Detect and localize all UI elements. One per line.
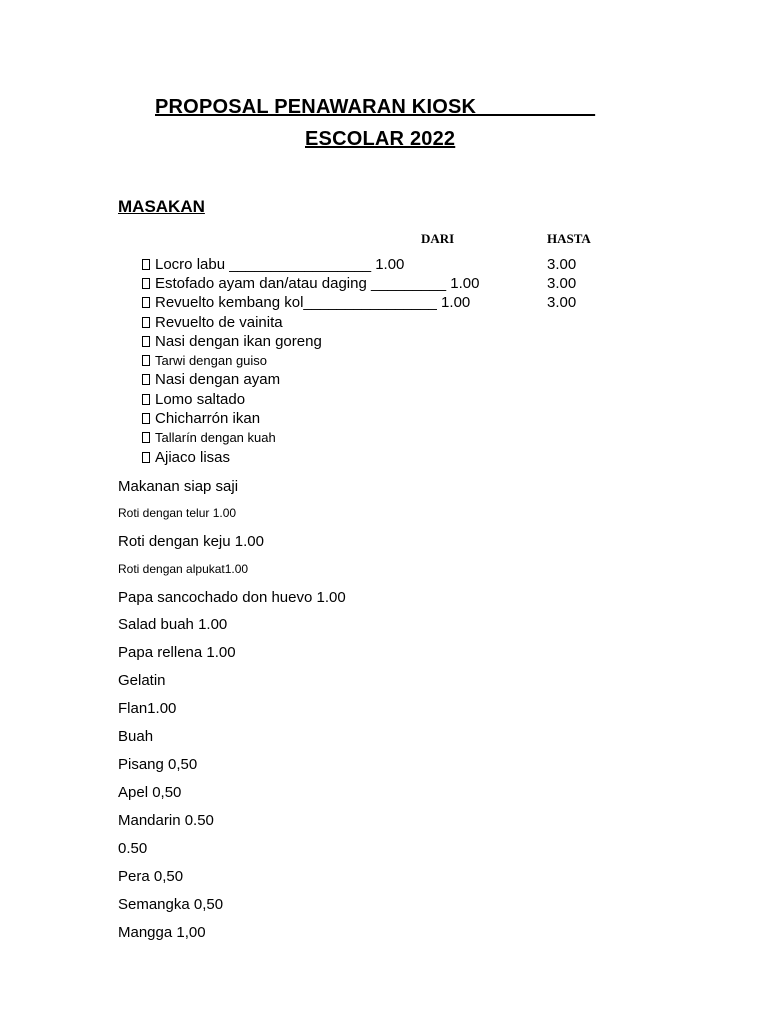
menu-item-label: Revuelto de vainita bbox=[155, 314, 283, 331]
text-line: Flan1.00 bbox=[118, 700, 177, 717]
menu-item bbox=[142, 409, 260, 429]
menu-item bbox=[142, 351, 267, 371]
checkbox-glyph-icon bbox=[142, 317, 150, 328]
text-line: Roti dengan telur 1.00 bbox=[118, 506, 237, 520]
text-line: Roti dengan alpukat1.00 bbox=[118, 562, 249, 576]
text-line: Roti dengan keju 1.00 bbox=[118, 533, 264, 550]
checkbox-glyph-icon bbox=[142, 355, 150, 366]
section-heading-masakan: MASAKAN bbox=[118, 197, 205, 216]
checkbox-glyph-icon bbox=[142, 259, 150, 270]
menu-item-label: Locro labu _________________ 1.00 bbox=[155, 256, 405, 273]
text-line: Papa sancochado don huevo 1.00 bbox=[118, 589, 346, 606]
column-header-dari: DARI bbox=[421, 231, 455, 246]
document-title-line-1: PROPOSAL PENAWARAN KIOSK __________ bbox=[155, 96, 596, 118]
menu-item bbox=[142, 370, 280, 390]
checkbox-glyph-icon bbox=[142, 452, 150, 463]
text-line: Makanan siap saji bbox=[118, 478, 239, 495]
menu-item-hasta-price: 3.00 bbox=[547, 256, 577, 273]
menu-item bbox=[142, 428, 276, 448]
menu-item bbox=[142, 313, 283, 333]
text-line: Salad buah 1.00 bbox=[118, 616, 228, 633]
checkbox-glyph-icon bbox=[142, 394, 150, 405]
menu-item bbox=[142, 448, 230, 468]
menu-item-label: Lomo saltado bbox=[155, 391, 246, 408]
document-title-line-2: ESCOLAR 2022 bbox=[305, 128, 456, 150]
menu-item bbox=[142, 255, 404, 275]
text-line: Buah bbox=[118, 728, 154, 745]
menu-item bbox=[142, 332, 322, 352]
text-line: Apel 0,50 bbox=[118, 784, 182, 801]
menu-item-hasta-price: 3.00 bbox=[547, 294, 577, 311]
text-line: Pera 0,50 bbox=[118, 868, 184, 885]
checkbox-glyph-icon bbox=[142, 432, 150, 443]
text-line: Papa rellena 1.00 bbox=[118, 644, 236, 661]
menu-item bbox=[142, 274, 479, 294]
text-line: Pisang 0,50 bbox=[118, 756, 198, 773]
column-header-hasta: HASTA bbox=[547, 231, 591, 246]
menu-item-label: Tarwi dengan guiso bbox=[155, 353, 268, 368]
menu-item-label: Nasi dengan ikan goreng bbox=[155, 333, 322, 350]
menu-item bbox=[142, 390, 245, 410]
menu-item-label: Tallarín dengan kuah bbox=[155, 430, 276, 445]
menu-item-hasta-price: 3.00 bbox=[547, 275, 577, 292]
checkbox-glyph-icon bbox=[142, 278, 150, 289]
menu-item-label: Estofado ayam dan/atau daging _________ 1.00 bbox=[155, 275, 480, 292]
menu-item-label: Ajiaco lisas bbox=[155, 449, 231, 466]
text-line: Mangga 1,00 bbox=[118, 924, 206, 941]
checkbox-glyph-icon bbox=[142, 374, 150, 385]
menu-item-label: Chicharrón ikan bbox=[155, 410, 261, 427]
text-line: Mandarin 0.50 bbox=[118, 812, 214, 829]
text-line: 0.50 bbox=[118, 840, 148, 857]
text-line: Gelatin bbox=[118, 672, 166, 689]
menu-item-label: Revuelto kembang kol________________ 1.00 bbox=[155, 294, 471, 311]
menu-item bbox=[142, 293, 470, 313]
checkbox-glyph-icon bbox=[142, 336, 150, 347]
checkbox-glyph-icon bbox=[142, 297, 150, 308]
checkbox-glyph-icon bbox=[142, 413, 150, 424]
text-line: Semangka 0,50 bbox=[118, 896, 224, 913]
menu-item-label: Nasi dengan ayam bbox=[155, 371, 281, 388]
